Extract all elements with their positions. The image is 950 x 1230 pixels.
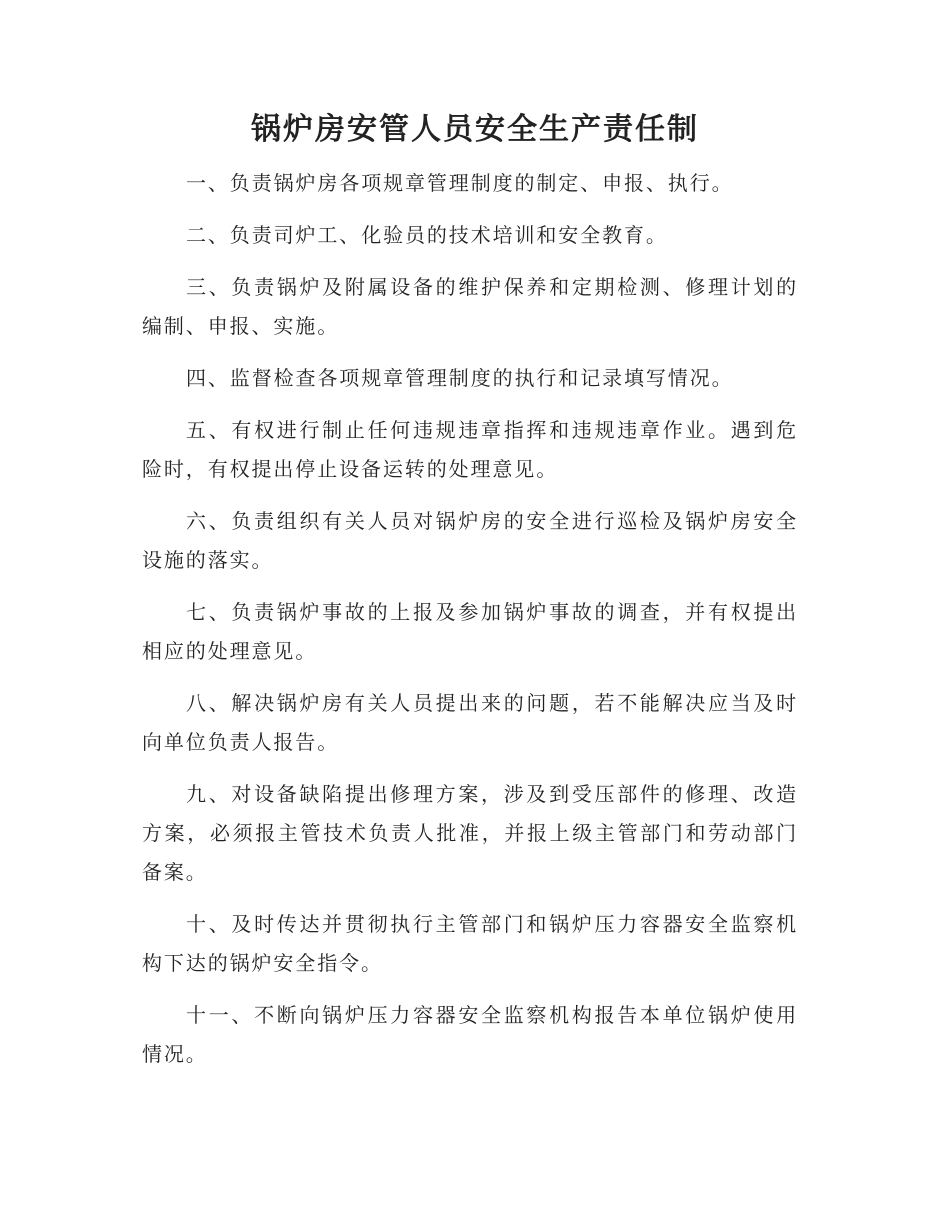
paragraph-2: 二、负责司炉工、化验员的技术培训和安全教育。 — [186, 223, 668, 247]
paragraph-3: 三、负责锅炉及附属设备的维护保养和定期检测、修理计划的编制、申报、实施。 — [142, 275, 798, 338]
paragraph-10: 十、及时传达并贯彻执行主管部门和锅炉压力容器安全监察机构下达的锅炉安全指令。 — [142, 912, 798, 975]
paragraph-11: 十一、不断向锅炉压力容器安全监察机构报告本单位锅炉使用情况。 — [142, 1003, 798, 1066]
document-title: 锅炉房安管人员安全生产责任制 — [251, 112, 699, 147]
paragraph-8: 八、解决锅炉房有关人员提出来的问题，若不能解决应当及时向单位负责人报告。 — [142, 691, 798, 754]
paragraph-9: 九、对设备缺陷提出修理方案，涉及到受压部件的修理、改造方案，必须报主管技术负责人批准，并报上级主管部门和劳动部门备案。 — [142, 782, 798, 884]
paragraph-7: 七、负责锅炉事故的上报及参加锅炉事故的调查，并有权提出相应的处理意见。 — [142, 600, 798, 663]
paragraph-5: 五、有权进行制止任何违规违章指挥和违规违章作业。遇到危险时，有权提出停止设备运转的处理意见。 — [142, 418, 798, 481]
paragraph-6: 六、负责组织有关人员对锅炉房的安全进行巡检及锅炉房安全设施的落实。 — [142, 509, 798, 572]
paragraph-1: 一、负责锅炉房各项规章管理制度的制定、申报、执行。 — [186, 171, 734, 195]
paragraph-4: 四、监督检查各项规章管理制度的执行和记录填写情况。 — [186, 366, 734, 390]
document-body — [142, 164, 798, 1087]
